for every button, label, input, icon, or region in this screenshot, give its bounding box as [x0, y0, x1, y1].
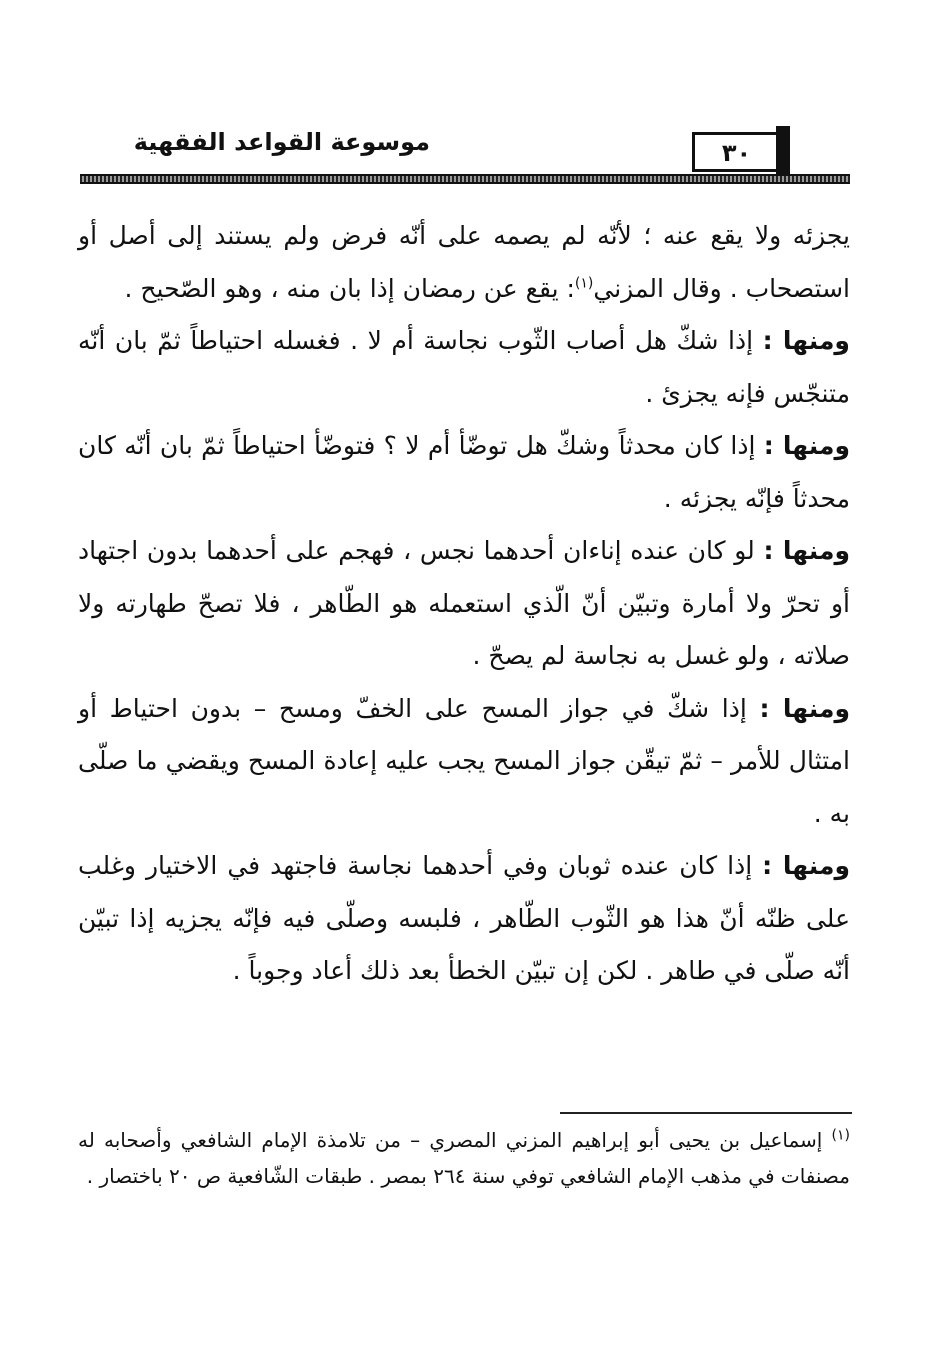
paragraph-5: [78, 683, 850, 841]
paragraph-3: [78, 420, 850, 525]
page-number-box: [692, 132, 778, 172]
paragraph-1-text-b: : يقع عن رمضان إذا بان منه ، وهو الصّحيح .: [124, 273, 575, 303]
page-header: [80, 118, 850, 188]
paragraph-lead: ومنها :: [763, 536, 850, 565]
paragraph-3-text: إذا كان محدثاً وشكّ هل توضّأ أم لا ؟ فتوضّأ احتياطاً ثمّ بان أنّه كان محدثاً فإنّه يجزئه .: [78, 431, 850, 513]
paragraph-4-text: لو كان عنده إناءان أحدهما نجس ، فهجم على أحدهما بدون اجتهاد أو تحرّ ولا أمارة وتبيّن أنّ الّذي استعمله هو الطّاهر ، فلا تصحّ طهارته ولا صلاته ، ولو غسل به نجاسة لم يصحّ .: [78, 536, 850, 670]
paragraph-lead: ومنها :: [762, 851, 850, 880]
paragraph-4: [78, 525, 850, 683]
paragraph-6: [78, 840, 850, 998]
paragraph-5-text: إذا شكّ في جواز المسح على الخفّ ومسح – بدون احتياط أو امتثال للأمر – ثمّ تيقّن جواز المسح يجب عليه إعادة المسح ويقضي ما صلّى به .: [78, 693, 850, 828]
book-title: موسوعة القواعد الفقهية: [133, 128, 430, 156]
paragraph-1: [78, 210, 850, 315]
header-rule: [80, 174, 850, 184]
paragraph-2-text: إذا شكّ هل أصاب الثّوب نجاسة أم لا . فغسله احتياطاً ثمّ بان أنّه متنجّس فإنه يجزئ .: [78, 326, 850, 408]
footnote-text: إسماعيل بن يحيى أبو إبراهيم المزني المصري – من تلامذة الإمام الشافعي وأصحابه له مصنفات في مذهب الإمام الشافعي توفي سنة ٢٦٤ بمصر . طبقات الشّافعية ص ٢٠ باختصار .: [78, 1128, 850, 1188]
footnote-divider: [560, 1112, 852, 1114]
paragraph-lead: ومنها :: [763, 431, 850, 460]
paragraph-lead: ومنها :: [762, 326, 850, 355]
footnote: [78, 1122, 850, 1194]
main-text: [78, 210, 850, 998]
paragraph-2: [78, 315, 850, 420]
paragraph-lead: ومنها :: [759, 693, 850, 723]
footnote-mark: (١): [831, 1127, 850, 1144]
footnote-reference: (١): [574, 275, 594, 292]
paragraph-6-text: إذا كان عنده ثوبان وفي أحدهما نجاسة فاجتهد في الاختيار وغلب على ظنّه أنّ هذا هو الثّوب الطّاهر ، فلبسه وصلّى فيه فإنّه يجزيه إذا تبيّن أنّه صلّى في طاهر . لكن إن تبيّن الخطأ بعد ذلك أعاد وجوباً .: [78, 851, 850, 985]
page-number: ٣٠: [721, 139, 752, 167]
paragraph-1-text-a: يجزئه ولا يقع عنه ؛ لأنّه لم يصمه على أنّه فرض ولم يستند إلى أصل أو استصحاب . وقال المزني: [78, 221, 850, 303]
page-number-bar: [776, 126, 790, 176]
